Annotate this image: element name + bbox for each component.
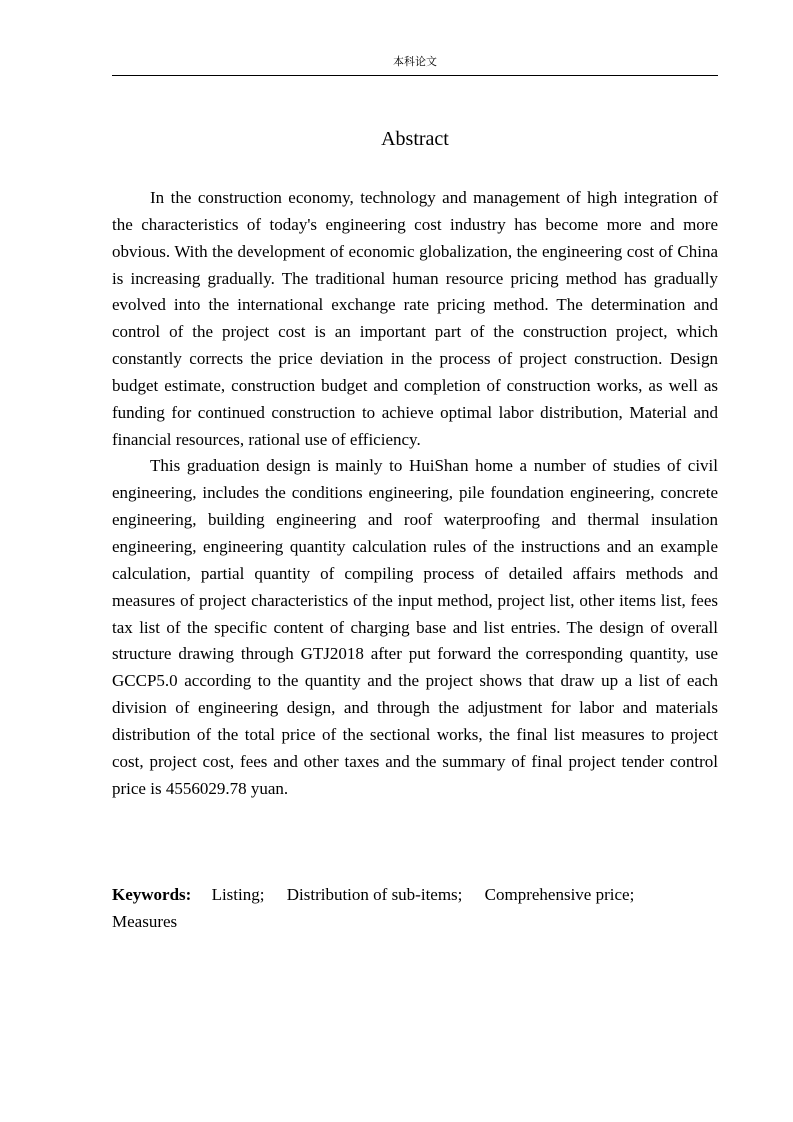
keywords-line: [112, 882, 718, 936]
keywords-label: Keywords:: [112, 885, 192, 904]
keyword-item: Listing;: [211, 885, 265, 904]
keyword-item: Comprehensive price;: [484, 885, 635, 904]
header-text: 本科论文: [393, 56, 437, 68]
abstract-title: Abstract: [381, 128, 449, 150]
abstract-paragraph-2: This graduation design is mainly to HuiShan home a number of studies of civil engineering, includes the conditions engineering, pile foundation engineering, concrete engineering, building engineering and roof waterproofing and thermal insulation engineering, engineering quantity calculation rules of the instructions and an example calculation, partial quantity of compiling process of detailed affairs methods and measures of project characteristics of the input method, project list, other items list, fees tax list of the specific content of charging base and list entries. The design of overall structure drawing through GTJ2018 after put forward the corresponding quantity, use GCCP5.0 according to the quantity and the project shows that draw up a list of each division of engineering design, and through the adjustment for labor and materials distribution of the total price of the sectional works, the final list measures to project cost, project cost, fees and other taxes and the summary of final project tender control price is 4556029.78 yuan.: [112, 456, 718, 798]
keyword-item: Distribution of sub-items;: [286, 885, 463, 904]
abstract-body: [112, 185, 718, 802]
abstract-paragraph-1: In the construction economy, technology and management of high integration of the characteristics of today's engineering cost industry has become more and more obvious. With the development of economic globalization, the engineering cost of China is increasing gradually. The traditional human resource pricing method has gradually evolved into the international exchange rate pricing method. The determination and control of the project cost is an important part of the construction project, which constantly corrects the price deviation in the process of project construction. Design budget estimate, construction budget and completion of construction works, as well as funding for continued construction to achieve optimal labor distribution, Material and financial resources, rational use of efficiency.: [112, 188, 718, 449]
keyword-item: Measures: [112, 911, 178, 931]
page-header: [112, 55, 718, 76]
